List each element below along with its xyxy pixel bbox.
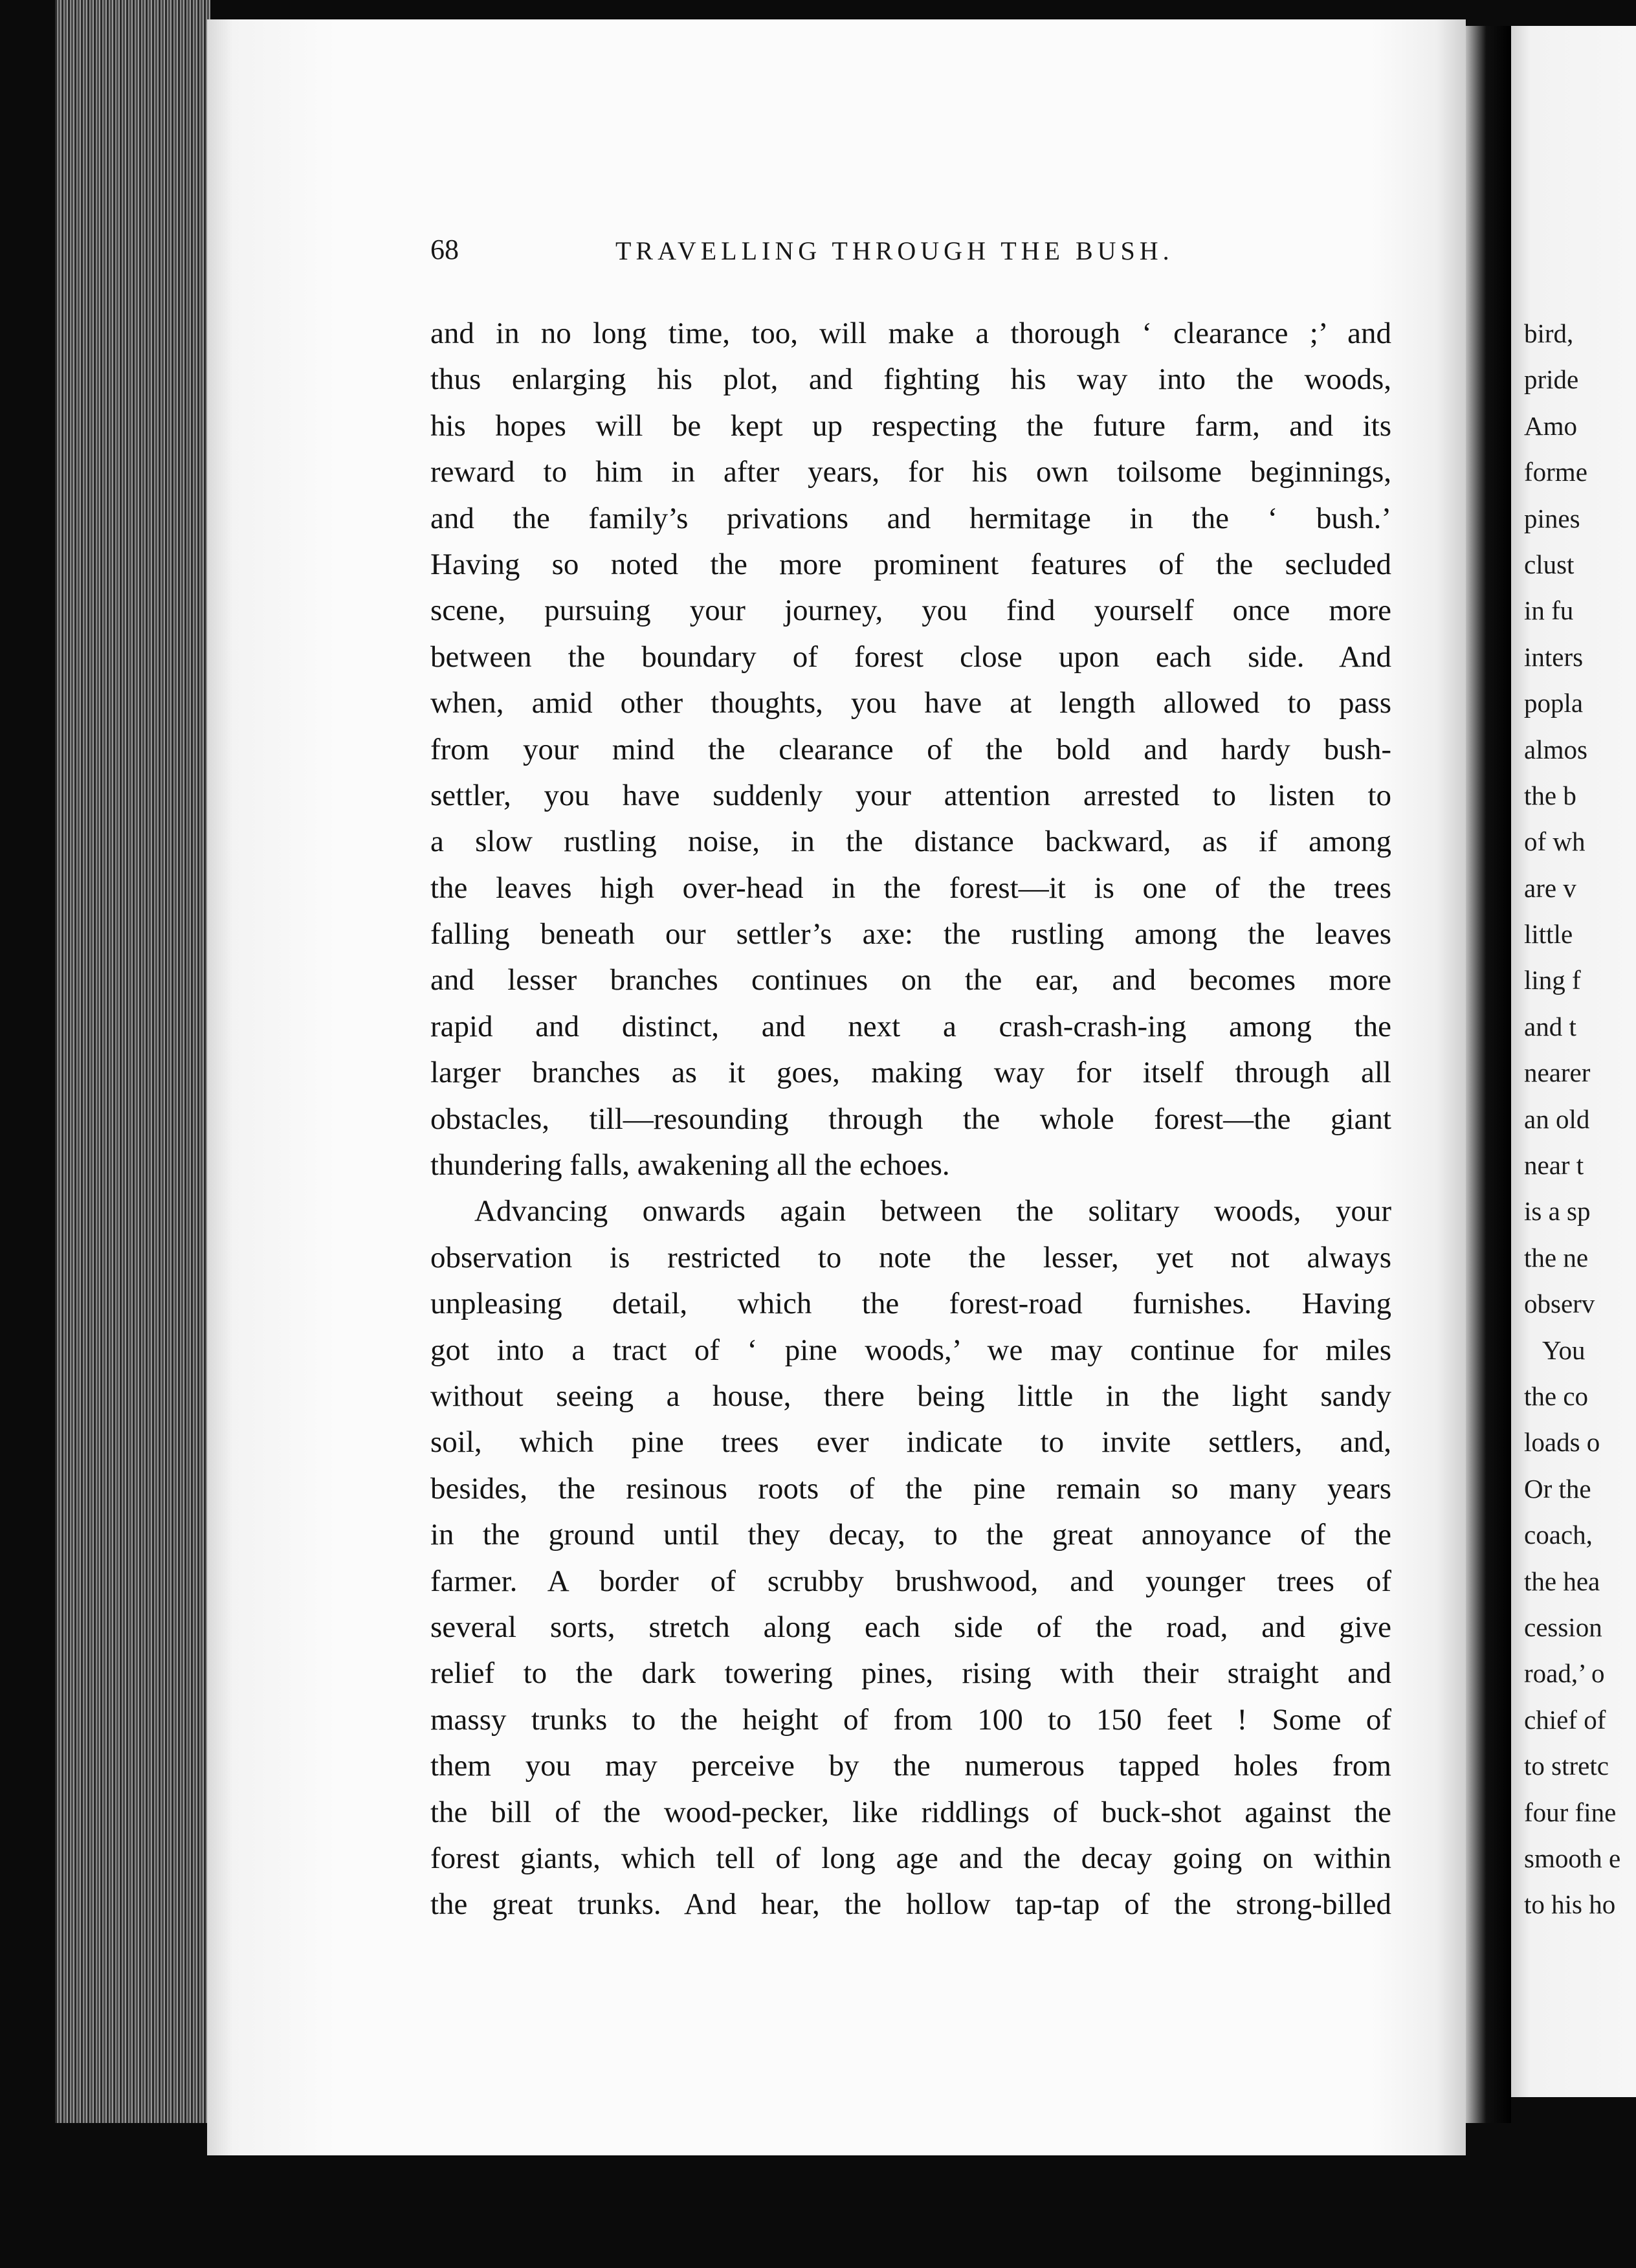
cropped-line: almos [1524, 734, 1587, 764]
text-line: rapid and distinct, and next a crash-crash-ing among the [430, 1009, 1391, 1043]
cropped-line: popla [1524, 688, 1584, 718]
text-line: farmer. A border of scrubby brushwood, and younger trees of [430, 1564, 1391, 1598]
text-line: besides, the resinous roots of the pine remain so many years [430, 1471, 1391, 1506]
cropped-line: to stretc [1524, 1751, 1609, 1781]
page-number: 68 [430, 234, 459, 265]
text-line: Having so noted the more prominent features of the secluded [430, 547, 1391, 581]
text-line: relief to the dark towering pines, rising with their straight and [430, 1656, 1391, 1691]
cropped-line: to his ho [1524, 1889, 1616, 1920]
cropped-line: smooth e [1524, 1843, 1621, 1873]
text-line: from your mind the clearance of the bold and hardy bush- [430, 732, 1391, 766]
cropped-line: Amo [1524, 410, 1577, 441]
text-line: the bill of the wood-pecker, like riddlings of buck-shot against the [430, 1795, 1391, 1829]
cropped-line: the ne [1524, 1242, 1589, 1273]
cropped-line: cession [1524, 1612, 1602, 1642]
right-page-cropped-text [1524, 311, 1636, 1928]
running-head [430, 233, 1226, 272]
text-line: settler, you have suddenly your attention arrested to listen to [430, 778, 1391, 812]
cropped-line: ling f [1524, 965, 1581, 995]
text-line: unpleasing detail, which the forest-road furnishes. Having [430, 1287, 1391, 1321]
text-line: the great trunks. And hear, the hollow tap-tap of the strong-billed [430, 1887, 1391, 1922]
text-line: them you may perceive by the numerous tapped holes from [430, 1749, 1391, 1783]
text-line: his hopes will be kept up respecting the future farm, and its [430, 408, 1391, 443]
text-line: obstacles, till—resounding through the whole forest—the giant [430, 1102, 1391, 1136]
book-page-edges [55, 0, 210, 2123]
text-line: larger branches as it goes, making way for itself through all [430, 1056, 1391, 1090]
cropped-line: near t [1524, 1150, 1584, 1181]
cropped-line: and t [1524, 1011, 1576, 1041]
cropped-line: the hea [1524, 1566, 1600, 1596]
text-line: reward to him in after years, for his own toilsome beginnings, [430, 455, 1391, 489]
text-line: and in no long time, too, will make a thorough ‘ clearance ;’ and [430, 317, 1391, 350]
text-line: without seeing a house, there being little in the light sandy [430, 1379, 1391, 1413]
text-line: massy trunks to the height of from 100 to 150 feet ! Some of [430, 1702, 1391, 1737]
paragraph-first-line: Advancing onwards again between the solitary woods, your [474, 1194, 1391, 1228]
text-line: soil, which pine trees ever indicate to invite settlers, and, [430, 1425, 1391, 1460]
cropped-line: little [1524, 919, 1573, 950]
cropped-line: of wh [1524, 827, 1586, 857]
cropped-line: bird, [1524, 318, 1574, 348]
text-line: observation is restricted to note the lesser, yet not always [430, 1240, 1391, 1274]
cropped-line: four fine [1524, 1797, 1617, 1827]
text-line: several sorts, stretch along each side of the road, and give [430, 1610, 1391, 1644]
text-line: between the boundary of forest close upon each side. And [430, 639, 1391, 674]
cropped-line: loads o [1524, 1427, 1600, 1458]
cropped-line: Or the [1524, 1473, 1591, 1504]
text-line: thundering falls, awakening all the echoes. [430, 1148, 950, 1183]
text-line: forest giants, which tell of long age and the decay going on within [430, 1841, 1391, 1875]
cropped-line: the co [1524, 1381, 1589, 1411]
cropped-line: clust [1524, 549, 1575, 579]
cropped-line: in fu [1524, 595, 1574, 626]
cropped-line: an old [1524, 1104, 1590, 1134]
text-line: a slow rustling noise, in the distance backward, as if among [430, 825, 1391, 859]
text-line: thus enlarging his plot, and fighting his way into the woods, [430, 362, 1391, 397]
cropped-line: pride [1524, 364, 1579, 395]
text-line: scene, pursuing your journey, you find yourself once more [430, 594, 1391, 628]
text-line: and lesser branches continues on the ear, and becomes more [430, 963, 1391, 997]
cropped-line: are v [1524, 873, 1576, 903]
text-line: and the family’s privations and hermitage in the ‘ bush.’ [430, 501, 1391, 535]
cropped-line: You [1542, 1335, 1586, 1365]
cropped-line: nearer [1524, 1058, 1591, 1088]
cropped-line: is a sp [1524, 1196, 1591, 1227]
cropped-line: coach, [1524, 1520, 1593, 1550]
cropped-line: pines [1524, 503, 1580, 533]
text-line: when, amid other thoughts, you have at length allowed to pass [430, 686, 1391, 720]
cropped-line: inters [1524, 641, 1584, 672]
cropped-line: road,’ o [1524, 1658, 1605, 1689]
text-line: in the ground until they decay, to the great annoyance of the [430, 1518, 1391, 1552]
left-page-body-text [430, 311, 1391, 1928]
text-line: falling beneath our settler’s axe: the rustling among the leaves [430, 917, 1391, 951]
cropped-line: chief of [1524, 1704, 1606, 1735]
cropped-line: observ [1524, 1289, 1595, 1319]
book-gutter [1466, 26, 1511, 2123]
running-title: TRAVELLING THROUGH THE BUSH. [615, 236, 1174, 265]
cropped-line: the b [1524, 780, 1576, 810]
text-line: got into a tract of ‘ pine woods,’ we may continue for miles [430, 1333, 1391, 1367]
text-line: the leaves high over-head in the forest—it is one of the trees [430, 871, 1391, 905]
cropped-line: forme [1524, 457, 1587, 487]
